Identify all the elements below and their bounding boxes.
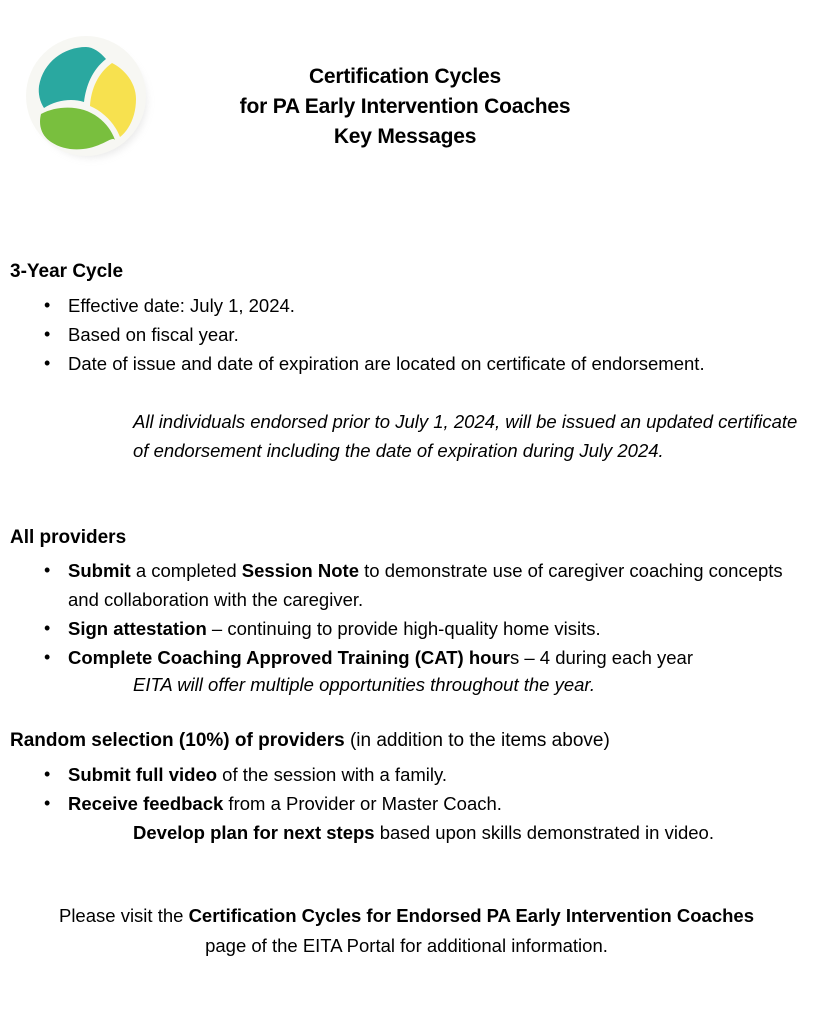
- list-item-emphasis: Receive feedback: [68, 793, 224, 814]
- bullet-dot-icon: •: [44, 295, 51, 315]
- list-item: [0, 556, 800, 614]
- document-header: [0, 0, 813, 185]
- list-item-emphasis: Complete Coaching Approved Training (CAT) hour: [68, 647, 510, 668]
- list-item-text: a completed: [130, 560, 242, 581]
- title-line-2: for PA Early Intervention Coaches: [239, 95, 571, 118]
- bullet-list-3-year-cycle: [0, 291, 800, 378]
- list-item: [0, 349, 800, 378]
- sub-note-text: based upon skills demonstrated in video.: [374, 822, 714, 843]
- logo-disc: [26, 36, 146, 156]
- list-item: [0, 320, 800, 349]
- section-heading-note: (in addition to the items above): [344, 730, 610, 751]
- footer-text: page of the EITA Portal for additional information.: [205, 935, 608, 956]
- list-item: [0, 291, 800, 320]
- sub-note-develop-plan: [0, 818, 813, 847]
- logo-segments-icon: [26, 36, 146, 156]
- list-item: [0, 760, 800, 789]
- list-item-text: from a Provider or Master Coach.: [223, 793, 502, 814]
- list-item-text: s – 4 during each year: [509, 647, 694, 668]
- title-line-3: Key Messages: [333, 125, 477, 148]
- section-heading-all-providers: All providers: [10, 527, 127, 548]
- footer-link-label[interactable]: Certification Cycles for Endorsed PA Early Intervention Coaches: [188, 905, 754, 926]
- section-heading-3-year-cycle: 3-Year Cycle: [10, 261, 124, 282]
- bullet-dot-icon: •: [44, 793, 51, 813]
- footer-line-1: [0, 901, 813, 931]
- section-heading-random-selection: [10, 728, 610, 754]
- bullet-dot-icon: •: [44, 560, 51, 580]
- sub-note-3-year-cycle: All individuals endorsed prior to July 1, 2024, will be issued an updated certificate of endorsement including the date of expiration during July 2024.: [133, 411, 798, 461]
- list-item-text: of the session with a family.: [217, 764, 448, 785]
- sub-note-all-providers: EITA will offer multiple opportunities throughout the year.: [133, 674, 596, 695]
- bullet-list-all-providers: [0, 556, 800, 672]
- section-heading-emphasis: Random selection (10%) of providers: [10, 730, 345, 751]
- list-item-text: – continuing to provide high-quality home visits.: [206, 618, 601, 639]
- bullet-dot-icon: •: [44, 618, 51, 638]
- list-item-text: Date of issue and date of expiration are located on certificate of endorsement.: [68, 353, 705, 374]
- list-item: [0, 643, 800, 672]
- footer-line-2: [0, 931, 813, 961]
- list-item: [0, 614, 800, 643]
- bullet-list-random-selection: [0, 760, 800, 818]
- list-item-emphasis: Submit full video: [68, 764, 218, 785]
- eita-logo: [26, 36, 152, 162]
- sub-note-emphasis: Develop plan for next steps: [133, 822, 375, 843]
- document-footer: [0, 901, 813, 961]
- list-item-text: to demonstrate use of caregiver coaching concepts and collaboration with the caregiver.: [68, 560, 783, 610]
- list-item-emphasis: Submit: [68, 560, 131, 581]
- list-item-emphasis: Session Note: [241, 560, 359, 581]
- list-item-emphasis: Sign attestation: [68, 618, 207, 639]
- list-item-text: Based on fiscal year.: [68, 324, 239, 345]
- page-title: [160, 62, 650, 152]
- footer-text: Please visit the: [58, 905, 189, 926]
- title-line-1: Certification Cycles: [308, 65, 502, 88]
- bullet-dot-icon: •: [44, 764, 51, 784]
- bullet-dot-icon: •: [44, 324, 51, 344]
- bullet-dot-icon: •: [44, 353, 51, 373]
- list-item: [0, 789, 800, 818]
- bullet-dot-icon: •: [44, 647, 51, 667]
- list-item-text: Effective date: July 1, 2024.: [68, 295, 295, 316]
